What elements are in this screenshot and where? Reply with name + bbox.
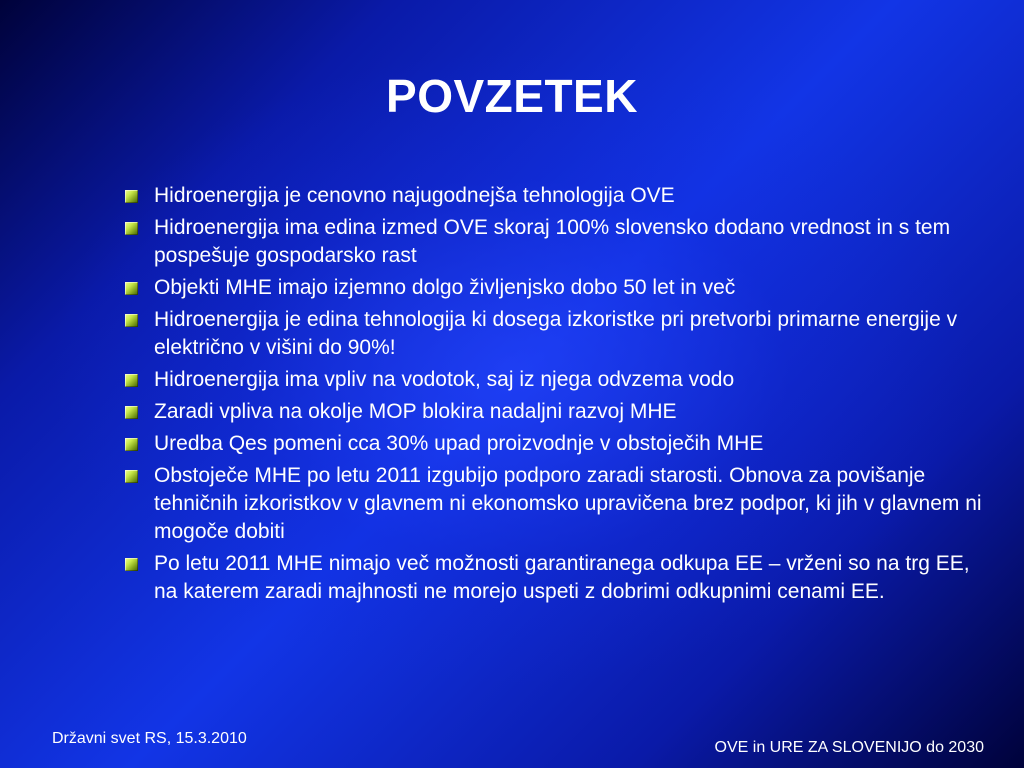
footer-date: Državni svet RS, 15.3.2010 (52, 730, 247, 747)
bullet-item (122, 306, 982, 362)
square-bullet-icon (125, 438, 138, 451)
bullet-item (122, 398, 982, 426)
bullet-item (122, 214, 982, 270)
bullet-text: Hidroenergija je edina tehnologija ki dosega izkoristke pri pretvorbi primarne energije v električno v višini do 90%! (154, 308, 958, 359)
bullet-text: Zaradi vpliva na okolje MOP blokira nadaljni razvoj MHE (154, 400, 677, 423)
bullet-list (122, 182, 982, 610)
bullet-text: Obstoječe MHE po letu 2011 izgubijo podporo zaradi starosti. Obnova za povišanje tehničnih izkoristkov v glavnem ni ekonomsko upravičena brez podpor, ki jih v glavnem ni mogoče dobiti (154, 464, 982, 543)
bullet-item (122, 274, 982, 302)
bullet-item (122, 366, 982, 394)
square-bullet-icon (125, 558, 138, 571)
bullet-text: Hidroenergija ima edina izmed OVE skoraj 100% slovensko dodano vrednost in s tem pospešuje gospodarsko rast (154, 216, 951, 267)
square-bullet-icon (125, 314, 138, 327)
bullet-item (122, 550, 982, 606)
bullet-text: Po letu 2011 MHE nimajo več možnosti garantiranega odkupa EE – vrženi so na trg EE, na katerem zaradi majhnosti ne morejo uspeti z dobrimi odkupnimi cenami EE. (154, 552, 970, 603)
bullet-text: Hidroenergija ima vpliv na vodotok, saj iz njega odvzema vodo (154, 368, 735, 391)
bullet-text: Hidroenergija je cenovno najugodnejša tehnologija OVE (154, 184, 675, 207)
bullet-item (122, 462, 982, 546)
square-bullet-icon (125, 282, 138, 295)
square-bullet-icon (125, 222, 138, 235)
square-bullet-icon (125, 470, 138, 483)
bullet-item (122, 430, 982, 458)
square-bullet-icon (125, 374, 138, 387)
footer-presentation-title: OVE in URE ZA SLOVENIJO do 2030 (714, 739, 984, 756)
square-bullet-icon (125, 190, 138, 203)
bullet-text: Objekti MHE imajo izjemno dolgo življenjsko dobo 50 let in več (154, 276, 736, 299)
slide-title: POVZETEK (386, 70, 638, 122)
bullet-item (122, 182, 982, 210)
square-bullet-icon (125, 406, 138, 419)
bullet-text: Uredba Qes pomeni cca 30% upad proizvodnje v obstoječih MHE (154, 432, 764, 455)
